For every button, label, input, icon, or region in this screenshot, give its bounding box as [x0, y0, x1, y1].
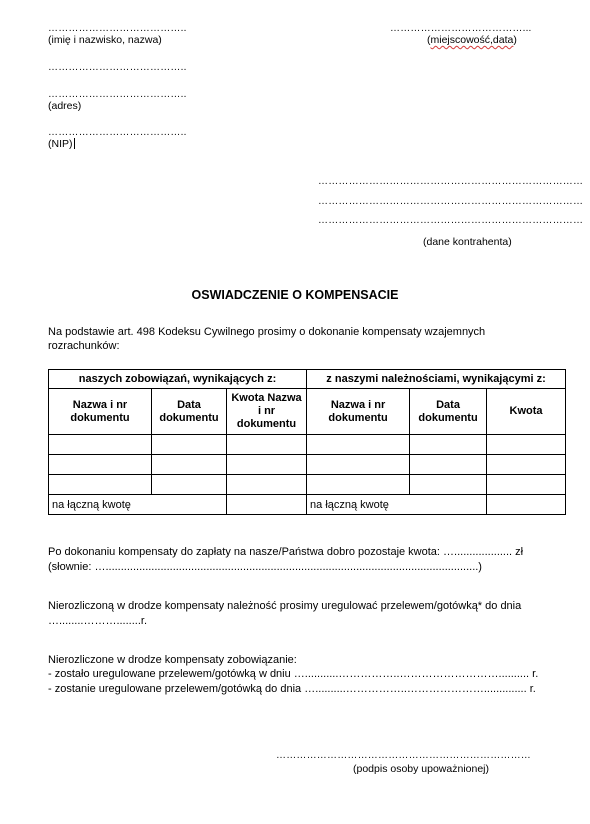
col-liability-doc: Nazwa i nr dokumentu	[49, 389, 152, 435]
remaining-line-2: (słownie: …..........................................................................................................................)	[48, 561, 482, 573]
col-receivable-amount: Kwota	[487, 389, 566, 435]
table-cell[interactable]	[152, 475, 227, 495]
name-dots: …………………………………..	[48, 23, 187, 34]
receivable-line-1: Nierozliczoną w drodze kompensaty należność prosimy uregulować przelewem/gotówką* do dnia	[48, 600, 522, 612]
document-title: OSWIADCZENIE O KOMPENSACIE	[191, 288, 399, 302]
table-cell[interactable]	[49, 435, 152, 455]
table-cell[interactable]	[410, 475, 487, 495]
liabilities-sum-label: na łączną kwotę	[49, 495, 227, 515]
col-receivable-doc: Nazwa i nr dokumentu	[307, 389, 410, 435]
counterparty-line-1: ……………………………………………………………………	[318, 176, 584, 187]
table-group-header-row	[49, 370, 566, 389]
intro-line-1: Na podstawie art. 498 Kodeksu Cywilnego prosimy o dokonanie kompensaty wzajemnych	[48, 326, 486, 338]
text-cursor	[74, 138, 75, 149]
liability-line-2: - zostało uregulowane przelewem/gotówką w dniu …...........……………..……………………….......... r.	[48, 668, 539, 680]
table-row	[49, 475, 566, 495]
receivables-header: z naszymi należnościami, wynikającymi z:	[307, 370, 566, 389]
table-cell[interactable]	[410, 455, 487, 475]
table-cell[interactable]	[227, 475, 307, 495]
receivables-sum-value[interactable]	[487, 495, 566, 515]
col-receivable-date: Data dokumentu	[410, 389, 487, 435]
table-cell[interactable]	[152, 455, 227, 475]
intro-line-2: rozrachunków:	[48, 340, 120, 352]
table-cell[interactable]	[49, 475, 152, 495]
nip-label	[48, 138, 75, 150]
table-cell[interactable]	[487, 435, 566, 455]
table-cell[interactable]	[152, 435, 227, 455]
table-row	[49, 455, 566, 475]
table-cell[interactable]	[307, 475, 410, 495]
liabilities-header: naszych zobowiązań, wynikających z:	[49, 370, 307, 389]
place-date-label	[427, 34, 517, 46]
receivables-sum-label: na łączną kwotę	[307, 495, 487, 515]
table-cell[interactable]	[487, 475, 566, 495]
counterparty-line-2: ……………………………………………………………………	[318, 196, 584, 207]
name-label: (imię i nazwisko, nazwa)	[48, 34, 162, 46]
signature-dots: …………………………………………………………………	[276, 750, 531, 761]
place-date-label-close: )	[513, 34, 517, 46]
col-liability-amount: Kwota Nazwa i nr dokumentu	[227, 389, 307, 435]
liabilities-sum-value[interactable]	[227, 495, 307, 515]
table-cell[interactable]	[307, 435, 410, 455]
address-label: (adres)	[48, 100, 82, 112]
extra-line-dots: …………………………………..	[48, 62, 187, 73]
table-cell[interactable]	[487, 455, 566, 475]
table-sum-row	[49, 495, 566, 515]
table-cell[interactable]	[410, 435, 487, 455]
liability-line-3: - zostanie uregulowane przelewem/gotówką do dnia …..........……………..………………….............. r.	[48, 683, 536, 695]
place-date-dots: …………………………………...	[390, 23, 532, 34]
table-cell[interactable]	[227, 455, 307, 475]
table-column-header-row	[49, 389, 566, 435]
signature-label: (podpis osoby upoważnionej)	[353, 763, 490, 775]
remaining-line-1: Po dokonaniu kompensaty do zapłaty na nasze/Państwa dobro pozostaje kwota: …................... zł	[48, 546, 524, 558]
table-cell[interactable]	[307, 455, 410, 475]
nip-dots: …………………………………..	[48, 127, 187, 138]
address-dots: …………………………………..	[48, 89, 187, 100]
counterparty-line-3: ……………………………………………………………………	[318, 215, 584, 226]
place-date-label-word: miejscowość,data	[430, 34, 514, 46]
receivable-line-2: …........………........r.	[48, 615, 148, 627]
table-row	[49, 435, 566, 455]
compensation-table	[48, 369, 566, 515]
liability-line-1: Nierozliczone w drodze kompensaty zobowiązanie:	[48, 654, 297, 666]
nip-label-text: (NIP)	[48, 138, 73, 150]
table-cell[interactable]	[49, 455, 152, 475]
counterparty-label: (dane kontrahenta)	[423, 236, 512, 248]
table-cell[interactable]	[227, 435, 307, 455]
col-liability-date: Data dokumentu	[152, 389, 227, 435]
place-date-label-open: (	[427, 34, 431, 46]
